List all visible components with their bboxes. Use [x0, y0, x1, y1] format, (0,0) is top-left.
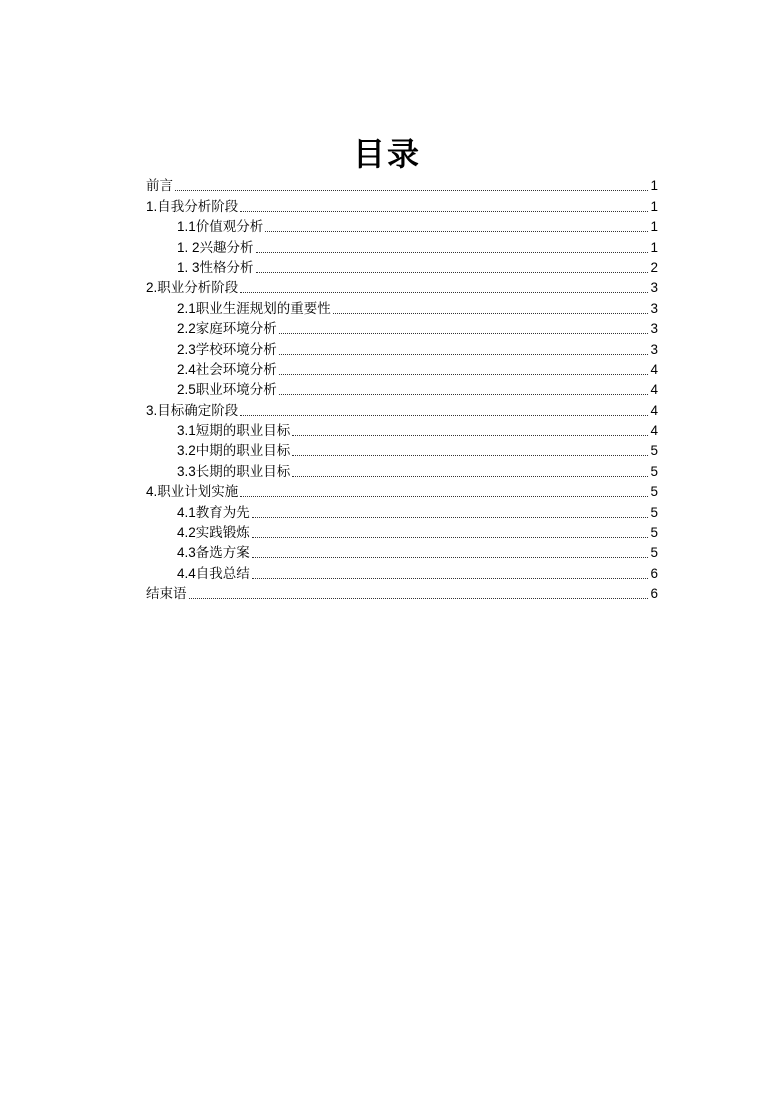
toc-entry[interactable] — [146, 258, 658, 278]
toc-entry-text: 前言 — [146, 178, 173, 195]
toc-entry[interactable] — [146, 278, 658, 298]
toc-entry-page-number: 4 — [650, 423, 658, 439]
toc-dot-leader — [279, 394, 649, 395]
toc-dot-leader — [252, 557, 649, 558]
toc-entry[interactable] — [146, 543, 658, 563]
toc-dot-leader — [292, 455, 648, 456]
toc-entry-number: 3.3 — [177, 463, 196, 479]
toc-entry-page-number: 1 — [650, 239, 658, 255]
toc-entry-number: 4.2 — [177, 525, 196, 541]
toc-dot-leader — [279, 354, 649, 355]
toc-entry[interactable] — [146, 176, 658, 196]
toc-entry[interactable] — [146, 319, 658, 339]
toc-entry[interactable] — [146, 339, 658, 359]
toc-entry-text: 家庭环境分析 — [195, 321, 277, 338]
toc-entry-page-number: 3 — [650, 300, 658, 316]
toc-entry-number: 4.4 — [177, 565, 196, 581]
toc-entry[interactable] — [146, 237, 658, 257]
toc-entry-text: 自我总结 — [195, 565, 250, 582]
toc-entry-number: 2.4 — [177, 361, 196, 377]
toc-entry[interactable] — [146, 196, 658, 216]
toc-entry-text: 短期的职业目标 — [195, 423, 291, 440]
toc-entry-text: 职业生涯规划的重要性 — [195, 300, 331, 317]
toc-dot-leader — [240, 292, 648, 293]
toc-list — [146, 176, 658, 604]
toc-entry-number: 4.3 — [177, 545, 196, 561]
toc-entry-text: 性格分析 — [199, 259, 254, 276]
toc-entry-text: 价值观分析 — [195, 219, 264, 236]
toc-entry-text: 自我分析阶段 — [157, 198, 239, 215]
toc-entry-text: 长期的职业目标 — [195, 463, 291, 480]
toc-dot-leader — [292, 435, 648, 436]
toc-entry[interactable] — [146, 584, 658, 604]
toc-entry-text: 职业分析阶段 — [157, 280, 239, 297]
toc-entry-number: 1. 2 — [177, 239, 200, 255]
toc-dot-leader — [279, 333, 649, 334]
toc-entry[interactable] — [146, 441, 658, 461]
toc-entry-text: 实践锻炼 — [195, 525, 250, 542]
toc-dot-leader — [333, 313, 649, 314]
toc-entry-number: 1.1 — [177, 219, 196, 235]
toc-entry-number: 2.5 — [177, 382, 196, 398]
toc-entry[interactable] — [146, 400, 658, 420]
toc-entry-page-number: 1 — [650, 178, 658, 194]
toc-entry-page-number: 5 — [650, 504, 658, 520]
toc-entry[interactable] — [146, 298, 658, 318]
toc-entry-page-number: 1 — [650, 198, 658, 214]
toc-dot-leader — [252, 537, 649, 538]
toc-entry-page-number: 5 — [650, 525, 658, 541]
toc-entry-text: 职业计划实施 — [157, 484, 239, 501]
toc-entry-text: 社会环境分析 — [195, 361, 277, 378]
toc-entry-page-number: 6 — [650, 565, 658, 581]
toc-entry-number: 3. — [146, 402, 158, 418]
toc-entry-number: 2.3 — [177, 341, 196, 357]
toc-entry-page-number: 3 — [650, 280, 658, 296]
toc-entry[interactable] — [146, 482, 658, 502]
toc-entry[interactable] — [146, 421, 658, 441]
toc-dot-leader — [240, 211, 648, 212]
toc-title: 目录 — [352, 135, 421, 173]
toc-entry-number: 3.1 — [177, 423, 196, 439]
toc-entry-page-number: 5 — [650, 463, 658, 479]
toc-entry[interactable] — [146, 380, 658, 400]
toc-dot-leader — [256, 272, 649, 273]
toc-dot-leader — [240, 496, 648, 497]
toc-entry[interactable] — [146, 523, 658, 543]
toc-entry-text: 中期的职业目标 — [195, 443, 291, 460]
toc-dot-leader — [265, 231, 648, 232]
toc-entry-number: 2. — [146, 280, 158, 296]
toc-entry-number: 4. — [146, 484, 158, 500]
toc-entry-text: 职业环境分析 — [195, 382, 277, 399]
toc-entry-page-number: 1 — [650, 219, 658, 235]
toc-entry[interactable] — [146, 461, 658, 481]
toc-entry-number: 4.1 — [177, 504, 196, 520]
toc-entry[interactable] — [146, 217, 658, 237]
toc-dot-leader — [252, 578, 649, 579]
toc-entry-page-number: 4 — [650, 402, 658, 418]
toc-dot-leader — [175, 190, 648, 191]
toc-entry-number: 1. 3 — [177, 259, 200, 275]
toc-dot-leader — [252, 517, 649, 518]
toc-entry[interactable] — [146, 563, 658, 583]
toc-entry-page-number: 5 — [650, 545, 658, 561]
toc-entry-number: 3.2 — [177, 443, 196, 459]
toc-entry-number: 2.2 — [177, 321, 196, 337]
toc-entry-number: 2.1 — [177, 300, 196, 316]
toc-entry-text: 学校环境分析 — [195, 341, 277, 358]
toc-entry-page-number: 4 — [650, 361, 658, 377]
toc-dot-leader — [240, 415, 648, 416]
toc-entry[interactable] — [146, 360, 658, 380]
toc-entry-page-number: 3 — [650, 341, 658, 357]
toc-entry-text: 目标确定阶段 — [157, 402, 239, 419]
toc-dot-leader — [256, 252, 649, 253]
toc-entry-page-number: 6 — [650, 586, 658, 602]
toc-entry-text: 结束语 — [146, 586, 187, 603]
toc-dot-leader — [279, 374, 649, 375]
toc-entry-number: 1. — [146, 198, 158, 214]
toc-entry[interactable] — [146, 502, 658, 522]
toc-entry-page-number: 4 — [650, 382, 658, 398]
toc-entry-page-number: 3 — [650, 321, 658, 337]
toc-entry-text: 备选方案 — [195, 545, 250, 562]
toc-entry-page-number: 5 — [650, 443, 658, 459]
toc-dot-leader — [189, 598, 649, 599]
toc-entry-text: 教育为先 — [195, 504, 250, 521]
toc-entry-page-number: 5 — [650, 484, 658, 500]
toc-entry-text: 兴趣分析 — [199, 239, 254, 256]
toc-dot-leader — [292, 476, 648, 477]
toc-entry-page-number: 2 — [650, 259, 658, 275]
